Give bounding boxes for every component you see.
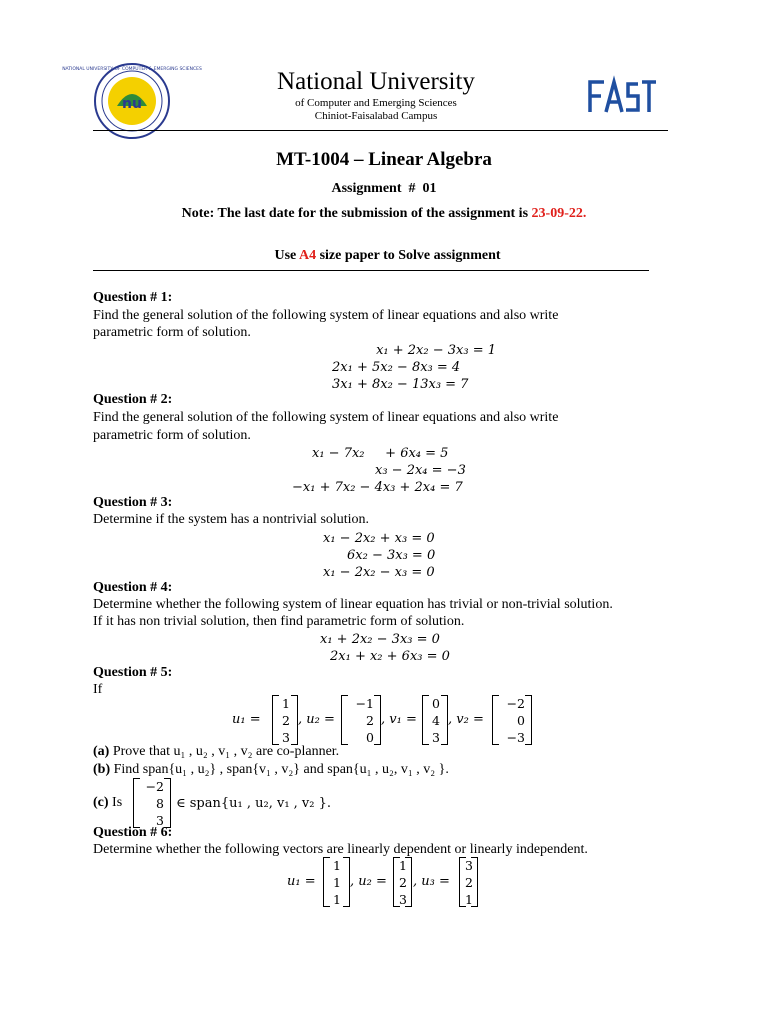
svg-text:nu: nu	[122, 96, 142, 112]
due-date: 23-09-22.	[531, 206, 587, 221]
q3-eq-3: x₁ − 2x₂ − x₃ = 0	[323, 565, 435, 580]
q2-eq-1: x₁ − 7x₂ + 6x₄ = 5	[312, 446, 449, 461]
q2-text-2: parametric form of solution.	[93, 428, 251, 443]
q5-heading: Question # 5:	[93, 665, 173, 680]
q2-eq-2: x₃ − 2x₄ = −3	[375, 463, 466, 478]
q5-u1-entry: 1	[282, 696, 290, 711]
bracket-right	[471, 857, 478, 907]
university-name: National University	[277, 68, 475, 95]
q5-part-b-text: Find span{u₁ , u₂} , span{v₁ , v₂} and span{u₁ , u₂, v₁ , v₂ }.	[110, 762, 449, 777]
q5-part-a	[93, 744, 339, 760]
q5-u2-entry: 0	[366, 730, 374, 745]
separator-line	[93, 270, 649, 271]
submission-note	[0, 206, 768, 222]
bracket-right	[441, 695, 448, 745]
q6-u1-entry: 1	[333, 858, 341, 873]
q5-v2-entry: −2	[506, 696, 525, 711]
q5-part-b	[93, 762, 449, 778]
q6-u3-entry: 1	[465, 892, 473, 907]
q5-part-c	[93, 795, 122, 811]
q5-c-entry: −2	[145, 779, 164, 794]
use-text: Use	[274, 248, 299, 263]
q2-heading: Question # 2:	[93, 392, 173, 407]
bracket-right	[343, 857, 350, 907]
q3-text-1: Determine if the system has a nontrivial solution.	[93, 512, 370, 527]
bracket-right	[525, 695, 532, 745]
q5-c-entry: 8	[156, 796, 164, 811]
q6-u2-entry: 3	[399, 892, 407, 907]
q5-v2-label: , v₂ =	[448, 712, 484, 727]
paper-note	[0, 232, 768, 264]
q3-eq-1: x₁ − 2x₂ + x₃ = 0	[323, 531, 435, 546]
q6-u2-label: , u₂ =	[350, 874, 387, 889]
q5-u2-entry: −1	[355, 696, 374, 711]
q5-v2-vector	[497, 695, 525, 746]
q1-text-2: parametric form of solution.	[93, 325, 251, 340]
q5-part-a-tag: (a)	[93, 744, 110, 759]
q3-eq-2: 6x₂ − 3x₃ = 0	[347, 548, 436, 563]
q1-heading: Question # 1:	[93, 290, 173, 305]
header-rule	[93, 130, 668, 131]
bracket-right	[405, 857, 412, 907]
q6-u2-entry: 1	[399, 858, 407, 873]
paper-size: A4	[298, 248, 317, 263]
q5-u1-label: u₁ =	[232, 712, 261, 727]
q5-c-vector	[138, 778, 164, 829]
q4-heading: Question # 4:	[93, 580, 173, 595]
q4-eq-2: 2x₁ + x₂ + 6x₃ = 0	[330, 649, 450, 664]
bracket-right	[374, 695, 381, 745]
q5-u2-label: , u₂ =	[298, 712, 335, 727]
q5-c-entry: 3	[156, 813, 164, 828]
q3-heading: Question # 3:	[93, 495, 173, 510]
q5-part-c-is: Is	[108, 795, 123, 810]
q1-eq-2: 2x₁ + 5x₂ − 8x₃ = 4	[332, 360, 461, 375]
q5-u1-entry: 3	[282, 730, 290, 745]
q6-heading: Question # 6:	[93, 825, 173, 840]
q5-u2-entry: 2	[366, 713, 374, 728]
university-subtitle-2: Chiniot-Faisalabad Campus	[314, 110, 438, 122]
q5-part-a-text: Prove that u₁ , u₂ , v₁ , v₂ are co-planner.	[109, 744, 340, 759]
q6-u1-label: u₁ =	[287, 874, 316, 889]
q4-text-2: If it has non trivial solution, then find parametric form of solution.	[93, 614, 465, 629]
q5-u2-vector	[346, 695, 374, 746]
bracket-right	[164, 778, 171, 828]
q5-part-c-tag: (c)	[93, 795, 109, 810]
q6-u3-label: , u₃ =	[413, 874, 450, 889]
q5-v1-entry: 3	[432, 730, 440, 745]
q4-text-1: Determine whether the following system of linear equation has trivial or non-trivial solution.	[93, 597, 613, 612]
q5-v2-entry: −3	[506, 730, 525, 745]
university-subtitle-1: of Computer and Emerging Sciences	[295, 97, 457, 109]
q1-text-1: Find the general solution of the following system of linear equations and also write	[93, 308, 559, 323]
q1-eq-3: 3x₁ + 8x₂ − 13x₃ = 7	[332, 377, 469, 392]
note-text: Note: The last date for the submission of the assignment is	[181, 206, 532, 221]
q5-if: If	[93, 682, 103, 697]
bracket-right	[291, 695, 298, 745]
q6-u1-entry: 1	[333, 892, 341, 907]
svg-text:NATIONAL UNIVERSITY OF COMPUTE: NATIONAL UNIVERSITY OF COMPUTER & EMERGING SCIENCES	[62, 67, 202, 72]
q4-eq-1: x₁ + 2x₂ − 3x₃ = 0	[320, 632, 440, 647]
q2-eq-3: −x₁ + 7x₂ − 4x₃ + 2x₄ = 7	[292, 480, 463, 495]
assignment-number: Assignment # 01	[331, 181, 437, 196]
q6-u3-entry: 2	[465, 875, 473, 890]
q5-v1-entry: 0	[432, 696, 440, 711]
q5-part-b-tag: (b)	[93, 762, 111, 777]
q1-eq-1: x₁ + 2x₂ − 3x₃ = 1	[376, 343, 496, 358]
fast-logo	[586, 76, 658, 116]
q5-v1-label: , v₁ =	[381, 712, 417, 727]
q2-text-1: Find the general solution of the following system of linear equations and also write	[93, 410, 559, 425]
q5-part-c-span: ∈ span{u₁ , u₂, v₁ , v₂ }.	[176, 796, 332, 811]
q6-u3-entry: 3	[465, 858, 473, 873]
use-suffix: size paper to Solve assignment	[316, 248, 501, 263]
q6-u1-entry: 1	[333, 875, 341, 890]
q5-v1-entry: 4	[432, 713, 440, 728]
q5-u1-entry: 2	[282, 713, 290, 728]
q6-u2-entry: 2	[399, 875, 407, 890]
q6-text-1: Determine whether the following vectors are linearly dependent or linearly independent.	[93, 842, 588, 857]
course-title: MT-1004 – Linear Algebra	[276, 149, 492, 170]
university-seal	[62, 62, 202, 140]
q5-v2-entry: 0	[517, 713, 525, 728]
